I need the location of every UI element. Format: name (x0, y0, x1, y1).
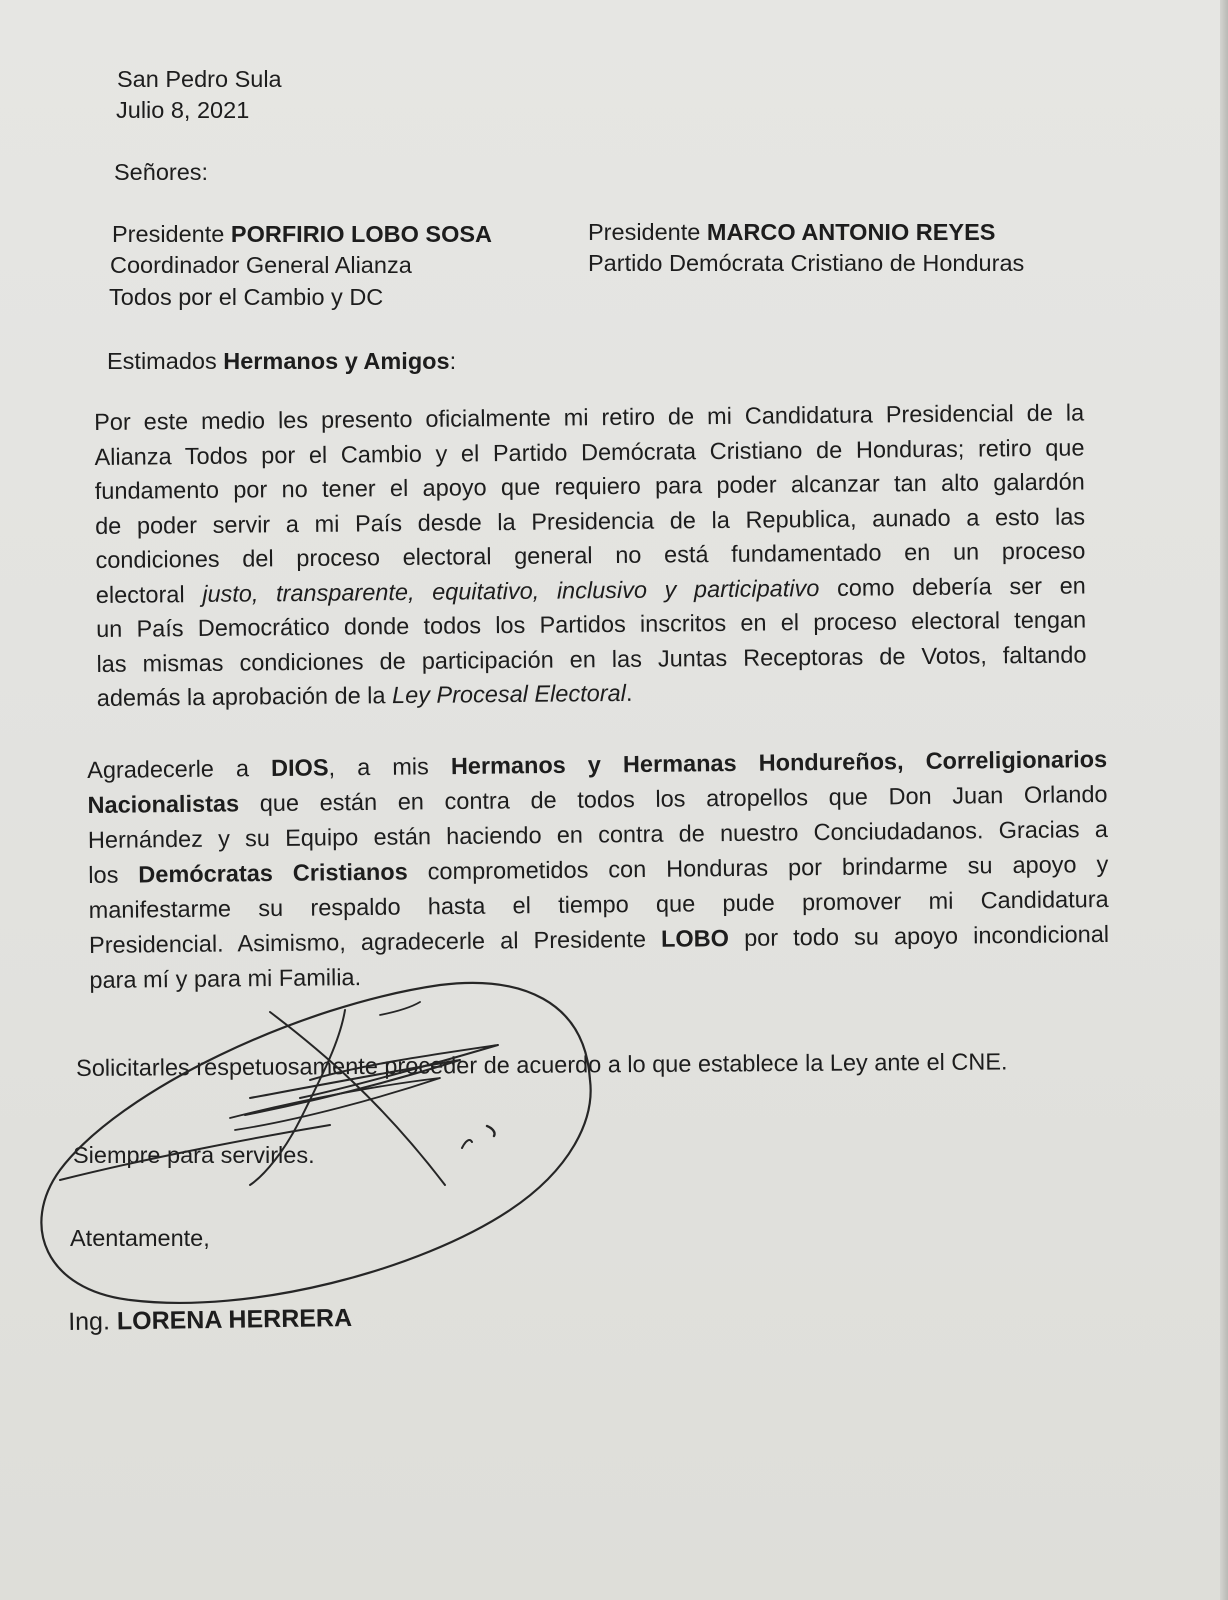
p2-text: Presidencial. Asimismo, agradecerle al Presidente (88, 925, 647, 958)
p2-line: Hernández y su Equipo están haciendo en contra de nuestro Conciudadanos. Gracias a (87, 815, 1109, 853)
p2-text: los (88, 861, 119, 888)
regards-line: Atentamente, (70, 1225, 210, 1251)
greeting-bold: Hermanos y Amigos (223, 348, 450, 374)
recipient-left-title: Presidente (112, 221, 225, 247)
p2-bold-text: Demócratas Cristianos (138, 858, 408, 888)
signature-dot (462, 1140, 472, 1148)
p1-line: Alianza Todos por el Cambio y el Partido Demócrata Cristiano de Honduras; retiro que (94, 433, 1085, 470)
signature-dot (487, 1126, 495, 1136)
p2-bold-text: LOBO (660, 925, 730, 952)
recipient-left-name: PORFIRIO LOBO SOSA (230, 221, 493, 247)
place-line: San Pedro Sula (117, 66, 282, 92)
greeting (107, 345, 456, 377)
service-line: Siempre para servirles. (73, 1142, 315, 1168)
p1-italic-text: justo, transparente, equitativo, inclusivo y participativo (202, 574, 820, 607)
paragraph-gratitude (87, 742, 1110, 998)
p1-italic-text: Ley Procesal Electoral (391, 679, 626, 709)
greeting-prefix: Estimados (107, 348, 217, 374)
recipient-right-title: Presidente (588, 219, 701, 245)
p2-text: comprometidos con Honduras por brindarme su apoyo y (427, 850, 1109, 885)
recipient-left-line-3: Todos por el Cambio y DC (109, 284, 384, 310)
signatory-name: LORENA HERRERA (116, 1304, 353, 1336)
p1-text: electoral (95, 580, 185, 608)
recipient-right-name: MARCO ANTONIO REYES (706, 219, 996, 245)
recipient-left-line-2: Coordinador General Alianza (110, 252, 412, 278)
recipient-right-line-2: Partido Demócrata Cristiano de Honduras (588, 250, 1025, 276)
p2-bold-text: Hermanos y Hermanas Hondureños, Correligionarios (450, 745, 1108, 780)
p1-line: fundamento por no tener el apoyo que requiero para poder alcanzar tan alto galardón (94, 468, 1085, 504)
p2-text: por todo su apoyo incondicional (743, 920, 1110, 951)
signatory-line (68, 1302, 352, 1338)
signature-stroke (230, 1078, 440, 1130)
paragraph-withdrawal (94, 395, 1087, 715)
p2-line: manifestarme su respaldo hasta el tiempo que pude promover mi Candidatura (88, 885, 1109, 923)
page-edge-shadow (1220, 0, 1228, 1600)
p2-text: que están en contra de todos los atropellos que Don Juan Orlando (259, 780, 1108, 817)
signature-stroke (380, 1002, 420, 1015)
p1-line: de poder servir a mi País desde la Presidencia de la Republica, aunado a esto las (95, 502, 1086, 539)
p1-line: condiciones del proceso electoral general no está fundamentado en un proceso (95, 537, 1086, 573)
recipient-left-line-1 (112, 218, 492, 250)
signatory-prefix: Ing. (68, 1307, 111, 1336)
p2-bold-text: Nacionalistas (87, 790, 240, 818)
greeting-suffix: : (449, 348, 457, 374)
salutation: Señores: (114, 159, 209, 185)
request-line: Solicitarles respetuosamente proceder de acuerdo a lo que establece la Ley ante el CNE. (76, 1048, 1008, 1081)
p2-text: , a mis (328, 753, 429, 781)
p1-text: . (625, 679, 633, 706)
p1-text: como debería ser en (836, 571, 1086, 601)
p2-text: Agradecerle a (87, 755, 250, 783)
p2-bold-text: DIOS (270, 754, 329, 782)
date-line: Julio 8, 2021 (116, 97, 250, 123)
recipient-right-line-1 (588, 216, 995, 248)
p1-line: las mismas condiciones de participación en las Juntas Receptoras de Votos, faltando (96, 640, 1087, 677)
p1-line: un País Democrático donde todos los Partidos inscritos en el proceso electoral tengan (96, 606, 1087, 642)
p1-text: además la aprobación de la (96, 682, 386, 711)
p2-line: para mí y para mi Familia. (89, 964, 362, 993)
p1-line: Por este medio les presento oficialmente mi retiro de mi Candidatura Presidencial de la (94, 399, 1085, 435)
